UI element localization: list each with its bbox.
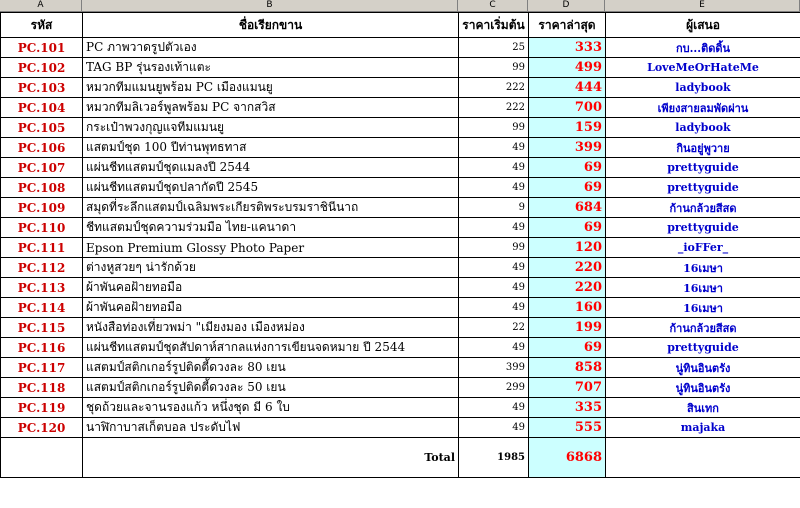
column-header-e[interactable]: E (605, 0, 800, 11)
table-row (1, 278, 800, 298)
latest-price-cell[interactable]: 69 (529, 158, 606, 178)
bidder-cell[interactable]: นู่ทินอินตรัง (606, 378, 800, 398)
total-empty-cell-e[interactable] (606, 438, 800, 478)
latest-price-cell[interactable]: 333 (529, 38, 606, 58)
item-code-cell[interactable]: PC.108 (1, 178, 83, 198)
table-row (1, 418, 800, 438)
item-name-cell[interactable]: แสตมป์ชุด 100 ปีท่านพุทธทาส (83, 138, 459, 158)
latest-price-cell[interactable]: 684 (529, 198, 606, 218)
bidder-cell[interactable]: ก้านกล้วยสีสด (606, 198, 800, 218)
item-name-cell[interactable]: PC ภาพวาดรูปตัวเอง (83, 38, 459, 58)
item-name-cell[interactable]: นาฬิกาบาสเก็ตบอล ประดับไฟ (83, 418, 459, 438)
bidder-cell[interactable]: กบ...ติดดิ้น (606, 38, 800, 58)
bidder-cell[interactable]: 16เมษา (606, 298, 800, 318)
start-price-cell[interactable]: 399 (459, 358, 529, 378)
item-name-cell[interactable]: แผ่นชีทแสตมป์ชุดแมลงปี 2544 (83, 158, 459, 178)
bidder-cell[interactable]: LoveMeOrHateMe (606, 58, 800, 78)
item-name-cell[interactable]: แผ่นชีทแสตมป์ชุดสัปดาห์สากลแห่งการเขียนจดหมาย ปี 2544 (83, 338, 459, 358)
item-code-cell[interactable]: PC.117 (1, 358, 83, 378)
column-header-b[interactable]: B (82, 0, 458, 11)
start-price-cell[interactable]: 99 (459, 238, 529, 258)
item-code-cell[interactable]: PC.119 (1, 398, 83, 418)
column-header-d[interactable]: D (528, 0, 605, 11)
start-price-cell[interactable]: 299 (459, 378, 529, 398)
latest-price-cell[interactable]: 499 (529, 58, 606, 78)
latest-price-cell[interactable]: 555 (529, 418, 606, 438)
table-row (1, 398, 800, 418)
item-name-cell[interactable]: หมวกทีมแมนยูพร้อม PC เมืองแมนยู (83, 78, 459, 98)
item-code-cell[interactable]: PC.104 (1, 98, 83, 118)
item-code-cell[interactable]: PC.113 (1, 278, 83, 298)
bidder-cell[interactable]: 16เมษา (606, 278, 800, 298)
item-name-cell[interactable]: หนังสือท่องเที่ยวพม่า "เมียงมอง เมืองหม่อง (83, 318, 459, 338)
latest-price-cell[interactable]: 335 (529, 398, 606, 418)
bidder-cell[interactable]: prettyguide (606, 178, 800, 198)
start-price-cell[interactable]: 25 (459, 38, 529, 58)
latest-price-cell[interactable]: 69 (529, 178, 606, 198)
item-code-cell[interactable]: PC.110 (1, 218, 83, 238)
table-row (1, 358, 800, 378)
item-name-cell[interactable]: ผ้าพันคอฝ้ายทอมือ (83, 298, 459, 318)
header-latest-price[interactable]: ราคาล่าสุด (529, 13, 606, 38)
header-bidder[interactable]: ผู้เสนอ (606, 13, 800, 38)
start-price-cell[interactable]: 49 (459, 298, 529, 318)
item-name-cell[interactable]: กระเป๋าพวงกุญแจทีมแมนยู (83, 118, 459, 138)
item-code-cell[interactable]: PC.105 (1, 118, 83, 138)
table-row (1, 238, 800, 258)
item-name-cell[interactable]: แสตมป์สติกเกอร์รูปติดตี้ดวงละ 50 เยน (83, 378, 459, 398)
item-name-cell[interactable]: TAG BP รุ่นรองเท้าแตะ (83, 58, 459, 78)
header-row (1, 13, 800, 38)
auction-table (0, 12, 800, 478)
start-price-cell[interactable]: 9 (459, 198, 529, 218)
item-name-cell[interactable]: หมวกทีมลิเวอร์พูลพร้อม PC จากสวิส (83, 98, 459, 118)
item-code-cell[interactable]: PC.101 (1, 38, 83, 58)
latest-price-cell[interactable]: 159 (529, 118, 606, 138)
latest-price-cell[interactable]: 858 (529, 358, 606, 378)
start-price-cell[interactable]: 222 (459, 78, 529, 98)
start-price-cell[interactable]: 49 (459, 158, 529, 178)
start-price-cell[interactable]: 222 (459, 98, 529, 118)
header-name[interactable]: ชื่อเรียกขาน (83, 13, 459, 38)
table-row (1, 158, 800, 178)
item-code-cell[interactable]: PC.115 (1, 318, 83, 338)
start-price-cell[interactable]: 49 (459, 398, 529, 418)
table-row (1, 338, 800, 358)
start-price-cell[interactable]: 49 (459, 218, 529, 238)
bidder-cell[interactable]: prettyguide (606, 218, 800, 238)
start-price-cell[interactable]: 49 (459, 338, 529, 358)
latest-price-cell[interactable]: 199 (529, 318, 606, 338)
total-label[interactable]: Total (83, 438, 459, 478)
total-latest-price[interactable]: 6868 (529, 438, 606, 478)
latest-price-cell[interactable]: 69 (529, 218, 606, 238)
header-code[interactable]: รหัส (1, 13, 83, 38)
latest-price-cell[interactable]: 69 (529, 338, 606, 358)
latest-price-cell[interactable]: 220 (529, 278, 606, 298)
bidder-cell[interactable]: สินเทก (606, 398, 800, 418)
bidder-cell[interactable]: prettyguide (606, 158, 800, 178)
bidder-cell[interactable]: _ioFFer_ (606, 238, 800, 258)
start-price-cell[interactable]: 49 (459, 418, 529, 438)
item-name-cell[interactable]: ผ้าพันคอฝ้ายทอมือ (83, 278, 459, 298)
bidder-cell[interactable]: prettyguide (606, 338, 800, 358)
bidder-cell[interactable]: 16เมษา (606, 258, 800, 278)
header-start-price[interactable]: ราคาเริ่มต้น (459, 13, 529, 38)
item-code-cell[interactable]: PC.118 (1, 378, 83, 398)
table-row (1, 198, 800, 218)
item-name-cell[interactable]: Epson Premium Glossy Photo Paper (83, 238, 459, 258)
latest-price-cell[interactable]: 220 (529, 258, 606, 278)
table-row (1, 118, 800, 138)
total-empty-cell[interactable] (1, 438, 83, 478)
column-header-bar (0, 0, 800, 12)
table-row (1, 58, 800, 78)
start-price-cell[interactable]: 22 (459, 318, 529, 338)
bidder-cell[interactable]: นู่ทินอินตรัง (606, 358, 800, 378)
latest-price-cell[interactable]: 399 (529, 138, 606, 158)
table-row (1, 218, 800, 238)
item-code-cell[interactable]: PC.116 (1, 338, 83, 358)
table-row (1, 178, 800, 198)
item-code-cell[interactable]: PC.120 (1, 418, 83, 438)
start-price-cell[interactable]: 49 (459, 138, 529, 158)
latest-price-cell[interactable]: 120 (529, 238, 606, 258)
latest-price-cell[interactable]: 444 (529, 78, 606, 98)
start-price-cell[interactable]: 49 (459, 258, 529, 278)
item-name-cell[interactable]: สมุดที่ระลึกแสตมป์เฉลิมพระเกียรติพระบรมราชินีนาถ (83, 198, 459, 218)
column-header-c[interactable]: C (458, 0, 528, 11)
item-code-cell[interactable]: PC.107 (1, 158, 83, 178)
table-row (1, 318, 800, 338)
item-code-cell[interactable]: PC.111 (1, 238, 83, 258)
item-name-cell[interactable]: แผ่นชีทแสตมป์ชุดปลากัดปี 2545 (83, 178, 459, 198)
item-code-cell[interactable]: PC.114 (1, 298, 83, 318)
table-row (1, 378, 800, 398)
bidder-cell[interactable]: เพียงสายลมพัดผ่าน (606, 98, 800, 118)
bidder-cell[interactable]: ladybook (606, 118, 800, 138)
start-price-cell[interactable]: 49 (459, 278, 529, 298)
latest-price-cell[interactable]: 160 (529, 298, 606, 318)
item-name-cell[interactable]: ชีทแสตมป์ชุดความร่วมมือ ไทย-แคนาดา (83, 218, 459, 238)
column-header-a[interactable]: A (0, 0, 82, 11)
total-row (1, 438, 800, 478)
bidder-cell[interactable]: ladybook (606, 78, 800, 98)
table-row (1, 98, 800, 118)
item-code-cell[interactable]: PC.112 (1, 258, 83, 278)
item-code-cell[interactable]: PC.102 (1, 58, 83, 78)
latest-price-cell[interactable]: 707 (529, 378, 606, 398)
latest-price-cell[interactable]: 700 (529, 98, 606, 118)
start-price-cell[interactable]: 99 (459, 58, 529, 78)
start-price-cell[interactable]: 99 (459, 118, 529, 138)
item-name-cell[interactable]: ต่างหูสวยๆ น่ารักด้วย (83, 258, 459, 278)
table-row (1, 258, 800, 278)
item-code-cell[interactable]: PC.103 (1, 78, 83, 98)
total-start-price[interactable]: 1985 (459, 438, 529, 478)
table-row (1, 38, 800, 58)
item-name-cell[interactable]: แสตมป์สติกเกอร์รูปติดตี้ดวงละ 80 เยน (83, 358, 459, 378)
item-name-cell[interactable]: ชุดถ้วยและจานรองแก้ว หนึ่งชุด มี 6 ใบ (83, 398, 459, 418)
table-row (1, 78, 800, 98)
item-code-cell[interactable]: PC.106 (1, 138, 83, 158)
table-row (1, 298, 800, 318)
start-price-cell[interactable]: 49 (459, 178, 529, 198)
bidder-cell[interactable]: กินอยู่พูวาย (606, 138, 800, 158)
bidder-cell[interactable]: majaka (606, 418, 800, 438)
bidder-cell[interactable]: ก้านกล้วยสีสด (606, 318, 800, 338)
table-row (1, 138, 800, 158)
item-code-cell[interactable]: PC.109 (1, 198, 83, 218)
